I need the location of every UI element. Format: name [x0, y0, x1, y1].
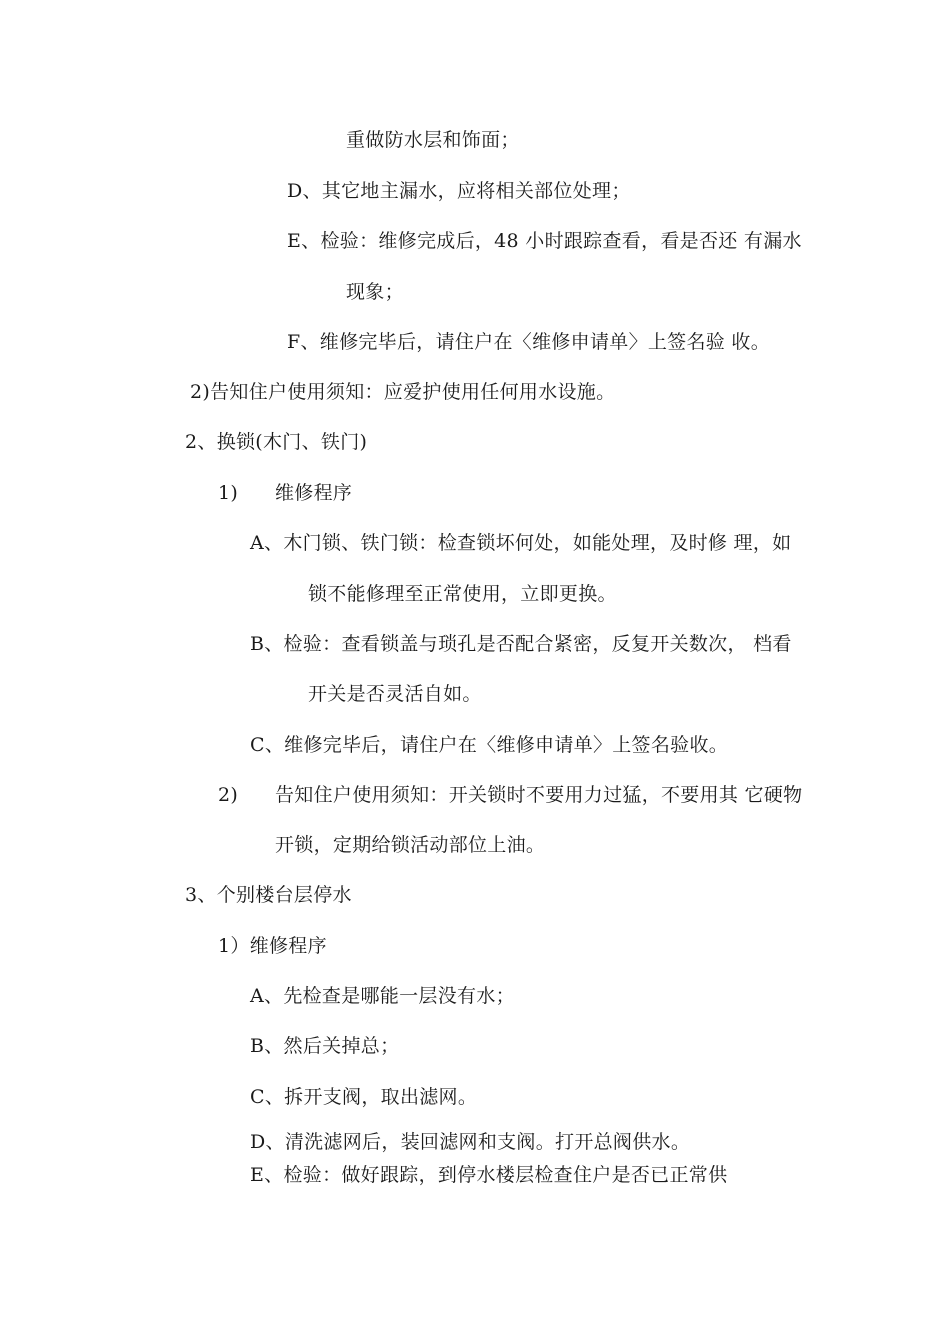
- text-line: D、清洗滤网后，装回滤网和支阀。打开总阀供水。: [250, 1131, 691, 1153]
- text-line: 告知住户使用须知：开关锁时不要用力过猛，不要用其 它硬物: [275, 784, 803, 806]
- list-number: 1): [218, 482, 239, 504]
- text-line: B、检验：查看锁盖与琐孔是否配合紧密，反复开关数次， 档看: [250, 633, 792, 655]
- text-line: 重做防水层和饰面；: [346, 129, 520, 151]
- text-line: A、木门锁、铁门锁：检查锁坏何处，如能处理，及时修 理，如: [250, 532, 792, 554]
- text-line: E、检验：维修完成后，48 小时跟踪查看，看是否还 有漏水: [287, 230, 802, 252]
- text-line: 锁不能修理至正常使用，立即更换。: [308, 583, 617, 605]
- section-heading: 2、换锁(木门、铁门): [185, 431, 368, 453]
- section-heading: 3、个别楼台层停水: [185, 884, 352, 906]
- text-line: 2)告知住户使用须知：应爱护使用任何用水设施。: [190, 381, 616, 403]
- subheading: 1）维修程序: [218, 935, 327, 957]
- text-line: C、维修完毕后，请住户在〈维修申请单〉上签名验收。: [250, 734, 729, 756]
- subheading: 维修程序: [275, 482, 353, 504]
- text-line: 开锁，定期给锁活动部位上油。: [275, 834, 546, 856]
- list-number: 2): [218, 784, 239, 806]
- text-line: F、维修完毕后，请住户在〈维修申请单〉上签名验 收。: [287, 331, 771, 353]
- text-line: A、先检查是哪能一层没有水；: [250, 985, 515, 1007]
- text-line: D、其它地主漏水，应将相关部位处理；: [287, 180, 631, 202]
- text-line: 开关是否灵活自如。: [308, 683, 482, 705]
- text-line: 现象；: [346, 281, 404, 303]
- text-line: E、检验：做好跟踪，到停水楼层检查住户是否已正常供: [250, 1164, 728, 1186]
- text-line: C、拆开支阀，取出滤网。: [250, 1086, 478, 1108]
- text-line: B、然后关掉总；: [250, 1035, 400, 1057]
